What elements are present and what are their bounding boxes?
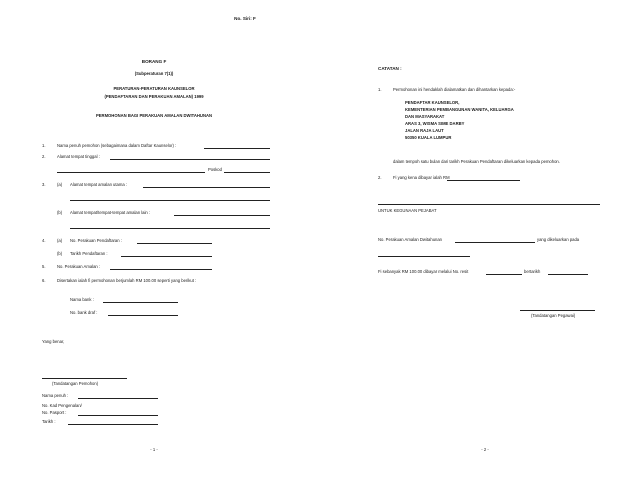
bank-name-field[interactable] xyxy=(103,302,178,303)
item-number: 4. xyxy=(42,238,46,243)
subregulation: (Subperaturan 7(1)) xyxy=(134,71,174,76)
date-label: Tarikh : xyxy=(42,419,56,424)
practice-cert-number-label: No. Perakuan Amalan Dwitahunan xyxy=(378,237,443,242)
deadline-text: dalam tempoh satu bulan dari tarikh Perakuan Pendaftaran dikeluarkan kepada pemohon. xyxy=(393,159,560,164)
main-practice-address-field[interactable] xyxy=(143,187,270,188)
full-name-label: Nama penuh : xyxy=(42,393,69,398)
full-name-field[interactable] xyxy=(78,398,158,399)
address-line: ARAS 3, WISMA SIME DARBY xyxy=(405,121,465,126)
home-address-field[interactable] xyxy=(110,159,270,160)
practice-cert-field[interactable] xyxy=(110,269,212,270)
notes-title: CATATAN : xyxy=(378,66,402,71)
page-number: - 1 - xyxy=(150,447,158,452)
item-number: 6. xyxy=(42,278,46,283)
fee-payable-field[interactable] xyxy=(447,180,520,181)
postcode-field[interactable] xyxy=(224,172,270,173)
serial-number: No. Siri: F xyxy=(234,16,256,21)
date-field[interactable] xyxy=(68,424,158,425)
section-divider xyxy=(378,204,600,205)
item-number: 2. xyxy=(42,154,46,159)
address-line: JALAN RAJA LAUT xyxy=(405,128,444,133)
item-number: 1. xyxy=(42,143,46,148)
ic-label-line1: No. Kad Pengenalan/ xyxy=(42,403,82,408)
other-practice-address-label: Alamat tempat/tempat-tempat amalan lain : xyxy=(70,210,151,215)
closing-salutation: Yang benar, xyxy=(42,339,65,344)
fee-statement: Disertakan ialah fi permohonan berjumlah RM 100.00 seperti yang berikut : xyxy=(57,278,197,283)
officer-signature-label: (Tandatangan Pegawai) xyxy=(531,313,576,318)
other-practice-address-field[interactable] xyxy=(174,215,270,216)
bank-name-label: Nama bank : xyxy=(70,297,94,302)
item-number: 3. xyxy=(42,182,46,187)
applicant-signature-field[interactable] xyxy=(42,378,127,379)
item-sub-letter: (a) xyxy=(57,182,63,187)
note-number: 1. xyxy=(378,87,382,92)
registration-date-label: Tarikh Pendaftaran : xyxy=(70,251,108,256)
item-sub-letter: (b) xyxy=(57,210,63,215)
dated-label: bertarikh xyxy=(524,269,541,274)
fee-paid-label: Fi sebanyak RM 100.00 dibayar melalui No. resit xyxy=(378,269,469,274)
application-title: PERMOHONAN BAGI PERAKUAN AMALAN DWITAHUNAN xyxy=(95,113,213,118)
regulations-title-line1: PERATURAN-PERATURAN KAUNSELOR xyxy=(113,86,195,91)
page-number: - 2 - xyxy=(481,447,489,452)
registration-cert-label: No. Perakuan Pendaftaran : xyxy=(70,238,122,243)
issued-to-label: yang dikeluarkan pada xyxy=(537,237,580,242)
applicant-name-label: Nama penuh pemohon (sebagaimana dalam Daftar Kaunselor) : xyxy=(57,143,177,148)
receipt-date-field[interactable] xyxy=(548,274,588,275)
main-practice-address-field-line2[interactable] xyxy=(70,200,270,201)
fee-payable-label: Fi yang kena dibayar ialah RM xyxy=(393,175,450,180)
office-use-heading: UNTUK KEGUNAAN PEJABAT xyxy=(378,208,437,213)
draft-number-field[interactable] xyxy=(108,315,178,316)
regulations-title-line2: (PENDAFTARAN DAN PERAKUAN AMALAN) 1999 xyxy=(104,94,204,99)
address-line: KEMENTERIAN PEMBANGUNAN WANITA, KELUARGA xyxy=(405,107,514,112)
item-sub-letter: (b) xyxy=(57,251,63,256)
address-line: PENDAFTAR KAUNSELOR, xyxy=(405,100,460,105)
registration-date-field[interactable] xyxy=(121,256,212,257)
applicant-name-field[interactable] xyxy=(204,148,270,149)
home-address-label: Alamat tempat tinggal : xyxy=(57,154,100,159)
officer-signature-field[interactable] xyxy=(520,310,595,311)
ic-field[interactable] xyxy=(78,415,158,416)
ic-label-line2: No. Pasport : xyxy=(42,410,67,415)
draft-number-label: No. bank draf : xyxy=(70,310,98,315)
form-title: BORANG F xyxy=(141,59,167,64)
postcode-label: Poskod xyxy=(208,167,222,172)
home-address-field-line2[interactable] xyxy=(57,172,205,173)
practice-cert-number-field[interactable] xyxy=(455,242,535,243)
registration-cert-field[interactable] xyxy=(137,243,212,244)
main-practice-address-label: Alamat tempat amalan utama : xyxy=(70,182,128,187)
note1-text: Permohonan ini hendaklah dialamatkan dan dihantarkan kepada:- xyxy=(393,87,516,92)
practice-cert-label: No. Perakuan Amalan : xyxy=(57,264,101,269)
other-practice-address-field-line2[interactable] xyxy=(70,228,270,229)
note-number: 2. xyxy=(378,175,382,180)
address-line: DAN MASYARAKAT xyxy=(405,114,445,119)
applicant-signature-label: (Tandatangan Pemohon) xyxy=(52,381,99,386)
receipt-number-field[interactable] xyxy=(486,274,522,275)
address-line: 50350 KUALA LUMPUR xyxy=(405,135,452,140)
item-sub-letter: (a) xyxy=(57,238,63,243)
issued-date-field[interactable] xyxy=(378,256,470,257)
item-number: 5. xyxy=(42,264,46,269)
